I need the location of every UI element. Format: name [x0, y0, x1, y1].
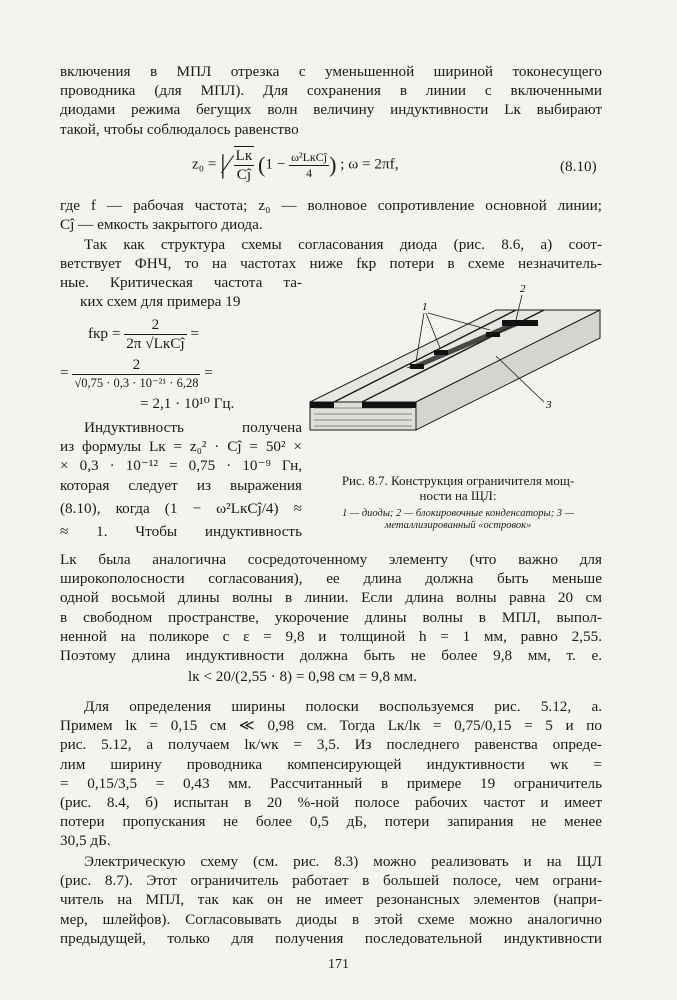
text-line: Индуктивность получена: [84, 419, 302, 436]
paragraph-5: [60, 550, 602, 665]
limiter-diagram: [306, 280, 606, 440]
text-line: (рис. 8.4, б) испытан в 20 %-ной полосе рабочих частот и имеет: [60, 794, 602, 812]
equation-lk: lк < 20/(2,55 · 8) = 0,98 см = 9,8 мм.: [188, 668, 417, 685]
text-line: Для определения ширины полоски воспользуемся рис. 5.12, а.: [84, 698, 602, 715]
text-line: лим ширину проводника компенсирующей индуктивности wк =: [60, 755, 602, 773]
equation-8-10: z₀ = |⁄ $\frac{Lк}{Cĵ}$ (1 − $\frac{\text{ω²LкCĵ}}{4}$ ) ; ω = 2πf,: [192, 147, 399, 183]
fkr-formula-line2: = $\frac{2}{\text{√0,75 · 0,3 · 10⁻²¹ · 6,28}}$ =: [60, 356, 213, 390]
text-line: включения в МПЛ отрезка с уменьшенной шириной токонесущего: [60, 63, 602, 80]
text-line: в свободном пространстве, укорочение длины волны в МПЛ, выпол-: [60, 608, 602, 626]
paragraph-3-narrow: [60, 273, 302, 311]
text-line: которая следует из выражения: [60, 476, 302, 494]
text-line: Поэтому длина индуктивности должна быть не более 9,8 мм, т. е.: [60, 647, 602, 665]
label-2: 2: [520, 283, 526, 295]
text-line: ветствует ФНЧ, то на частотах ниже fкр потери в схеме незначитель-: [60, 255, 602, 273]
figure-legend: 1 — диоды; 2 — блокировочные конденсаторы; 3 — металлизированный «островок»: [342, 508, 574, 531]
text-line: (8.10), когда (1 − ω²LкCĵ/4) ≈: [60, 499, 302, 517]
fkr-result: = 2,1 · 10¹⁰ Гц.: [140, 395, 235, 412]
fkr-formula-line1: fкр = $\frac{2}{\text{2π √LкCĵ}}$ =: [88, 316, 199, 352]
text-line: проводника (для МПЛ). Для сохранения в линии с включенными: [60, 82, 602, 100]
text-line: рис. 5.12, а получаем lк/wк = 3,5. Из последнего равенства опреде-: [60, 736, 602, 754]
label-1: 1: [422, 301, 428, 313]
figure-8-7: [306, 280, 606, 440]
text-line: такой, чтобы соблюдалось равенство: [60, 120, 299, 138]
text-line: Так как структура схемы согласования диода (рис. 8.6, а) соот-: [84, 236, 602, 253]
text-line: предыдущей, только для получения последовательной индуктивности: [60, 929, 602, 947]
text-line: Cĵ — емкость закрытого диода.: [60, 216, 263, 234]
text-line: читель на МПЛ, так как он не имеет резонансных элементов (напри-: [60, 891, 602, 909]
paragraph-2: [60, 196, 602, 234]
text-line: диодами режима бегущих волн величину индуктивности Lк выбирают: [60, 101, 602, 119]
paragraph-7: [60, 852, 602, 948]
text-line: ких схем для примера 19: [80, 293, 241, 311]
paragraph-3: [60, 235, 602, 273]
text-line: где f — рабочая частота; z₀ — волновое сопротивление основной линии;: [60, 197, 602, 214]
text-line: ≈ 1. Чтобы индуктивность: [60, 522, 302, 540]
equation-number: (8.10): [560, 158, 597, 175]
text-line: широкополосности согласования), ее длина должна быть меньше: [60, 570, 602, 588]
text-line: 30,5 дБ.: [60, 832, 111, 850]
paragraph-4: [60, 418, 302, 541]
page-number: 171: [328, 957, 349, 972]
text-line: потери пропускания не более 0,5 дБ, потери запирания не менее: [60, 813, 602, 831]
text-line: Электрическую схему (см. рис. 8.3) можно реализовать и на ЩЛ: [84, 853, 602, 870]
text-line: мер, шлейфов). Согласовывать диоды в этой схеме можно аналогично: [60, 910, 602, 928]
text-line: (рис. 8.7). Этот ограничитель работает в большей полосе, чем ограни-: [60, 872, 602, 890]
paragraph-1: [60, 62, 602, 139]
paragraph-6: [60, 697, 602, 851]
figure-caption: Рис. 8.7. Конструкция ограничителя мощ- ности на ЩЛ:: [341, 473, 575, 503]
text-line: Примем lк = 0,15 см ≪ 0,98 см. Тогда Lк/lк = 0,75/0,15 = 5 и по: [60, 717, 602, 735]
text-line: × 0,3 · 10⁻¹² = 0,75 · 10⁻⁹ Гн,: [60, 457, 302, 475]
text-line: ные. Критическая частота та-: [60, 274, 302, 291]
text-line: из формулы Lк = z₀² · Cĵ = 50² ×: [60, 438, 302, 456]
text-line: Lк была аналогична сосредоточенному элементу (что важно для: [60, 551, 602, 568]
text-line: ненной на поликоре с ε = 9,8 и толщиной h = 1 мм, равно 2,55.: [60, 627, 602, 645]
text-line: одной восьмой длины волны в линии. Если длина волны равна 20 см: [60, 589, 602, 607]
text-line: = 0,15/3,5 = 0,43 мм. Рассчитанный в примере 19 ограничитель: [60, 774, 602, 792]
label-3: 3: [546, 399, 552, 411]
